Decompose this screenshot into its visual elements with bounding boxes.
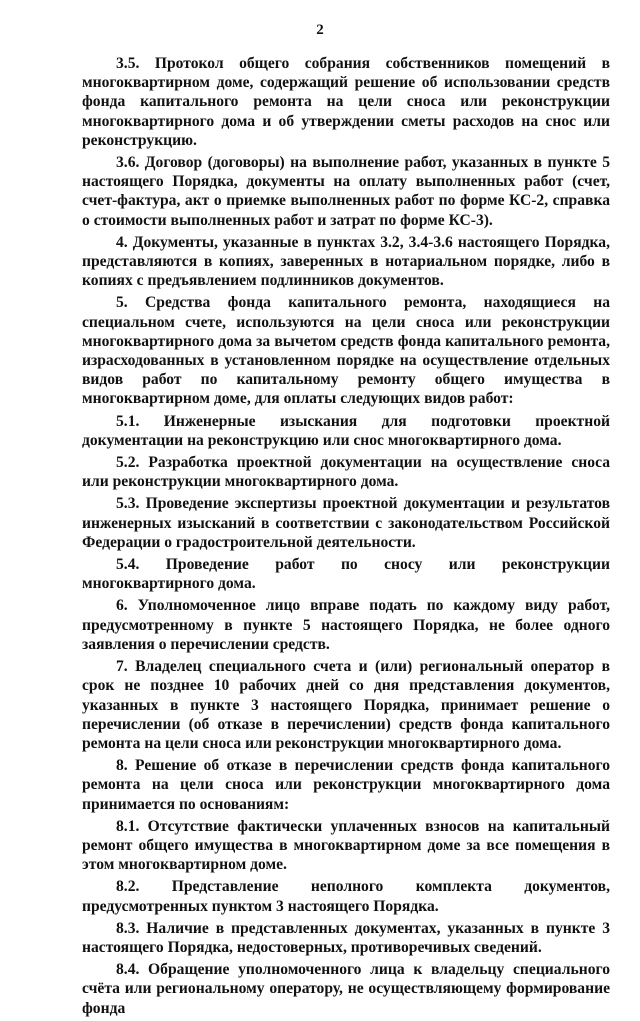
paragraph-8-2: 8.2. Представление неполного комплекта документов, предусмотренных пунктом 3 настоящего Порядка. xyxy=(82,878,610,915)
paragraph-8-4: 8.4. Обращение уполномоченного лица к владельцу специального счёта или региональному оператору, не осуществляющему формирование фонда xyxy=(82,961,610,1017)
paragraph-5-1: 5.1. Инженерные изыскания для подготовки проектной документации на реконструкцию или снос многоквартирного дома. xyxy=(82,412,610,449)
paragraph-6: 6. Уполномоченное лицо вправе подать по каждому виду работ, предусмотренному в пункте 5 настоящего Порядка, не более одного заявления о перечислении средств. xyxy=(82,597,610,653)
paragraph-7: 7. Владелец специального счета и (или) региональный оператор в срок не позднее 10 рабочих дней со дня представления документов, указанных в пункте 3 настоящего Порядка, принимает решение о перечислении (об отказе в перечислении) средств фонда капитального ремонта на цели сноса или реконструкции многоквартирного дома. xyxy=(82,658,610,752)
paragraph-8-1: 8.1. Отсутствие фактически уплаченных взносов на капитальный ремонт общего имущества в многоквартирном доме за все помещения в этом многоквартирном доме. xyxy=(82,817,610,874)
paragraph-5-3: 5.3. Проведение экспертизы проектной документации и результатов инженерных изысканий в соответствии с законодательством Российской Федерации о градостроительной деятельности. xyxy=(82,495,610,551)
paragraph-8-3: 8.3. Наличие в представленных документах, указанных в пункте 3 настоящего Порядка, недостоверных, противоречивых сведений. xyxy=(82,919,610,956)
document-body xyxy=(82,54,610,1021)
paragraph-5-2: 5.2. Разработка проектной документации на осуществление сноса или реконструкции многоквартирного дома. xyxy=(82,454,610,491)
paragraph-5-4: 5.4. Проведение работ по сносу или реконструкции многоквартирного дома. xyxy=(82,556,610,593)
page-number: 2 xyxy=(316,22,324,38)
paragraph-8: 8. Решение об отказе в перечислении средств фонда капитального ремонта на цели сноса или реконструкции многоквартирного дома принимается по основаниям: xyxy=(82,757,610,813)
paragraph-4: 4. Документы, указанные в пунктах 3.2, 3.4-3.6 настоящего Порядка, представляются в копиях, заверенных в нотариальном порядке, либо в копиях с предъявлением подлинников документов. xyxy=(82,233,610,290)
paragraph-3-5: 3.5. Протокол общего собрания собственников помещений в многоквартирном доме, содержащий решение об использовании средств фонда капитального ремонта на цели сноса или реконструкции многоквартирного дома и об утверждении сметы расходов на снос или реконструкцию. xyxy=(82,55,610,149)
paragraph-3-6: 3.6. Договор (договоры) на выполнение работ, указанных в пункте 5 настоящего Порядка, документы на оплату выполненных работ (счет, счет-фактура, акт о приемке выполненных работ по форме КС-2, справка о стоимости выполненных работ и затрат по форме КС-3). xyxy=(82,154,610,229)
paragraph-5: 5. Средства фонда капитального ремонта, находящиеся на специальном счете, используются на цели сноса или реконструкции многоквартирного дома за вычетом средств фонда капитального ремонта, израсходованных в установленном порядке на осуществление отдельных видов работ по капитальному ремонту общего имущества в многоквартирном доме, для оплаты следующих видов работ: xyxy=(82,294,610,408)
